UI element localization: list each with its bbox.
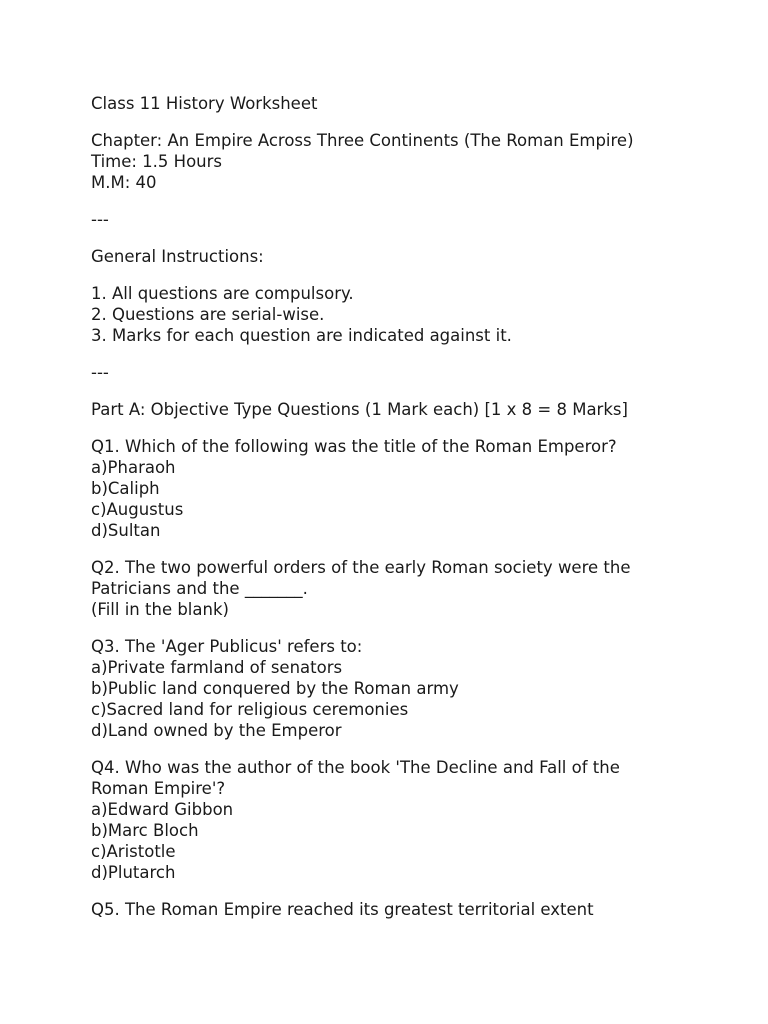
max-marks-line: M.M: 40: [91, 173, 157, 192]
question-option: c)Aristotle: [91, 842, 176, 861]
instructions-list: [91, 283, 751, 346]
question-text: (Fill in the blank): [91, 600, 229, 619]
question-q1: [91, 436, 751, 541]
question-text: Q5. The Roman Empire reached its greatest territorial extent: [91, 900, 594, 919]
worksheet-page: [91, 93, 751, 936]
question-option: d)Plutarch: [91, 863, 176, 882]
instruction-item: 1. All questions are compulsory.: [91, 284, 354, 303]
question-q4: [91, 757, 751, 883]
instruction-item: 3. Marks for each question are indicated against it.: [91, 326, 512, 345]
question-q3: [91, 636, 751, 741]
worksheet-title: Class 11 History Worksheet: [91, 94, 318, 113]
time-line: Time: 1.5 Hours: [91, 152, 223, 171]
separator-text: ---: [91, 210, 109, 229]
question-text: Roman Empire'?: [91, 779, 226, 798]
question-option: b)Public land conquered by the Roman army: [91, 679, 459, 698]
question-option: d)Land owned by the Emperor: [91, 721, 342, 740]
question-option: a)Edward Gibbon: [91, 800, 234, 819]
question-option: a)Pharaoh: [91, 458, 176, 477]
instruction-item: 2. Questions are serial-wise.: [91, 305, 325, 324]
question-text: Patricians and the _______.: [91, 579, 308, 598]
question-text: Q4. Who was the author of the book 'The Decline and Fall of the: [91, 758, 620, 777]
instructions-heading: General Instructions:: [91, 247, 264, 266]
separator-2: [91, 362, 751, 383]
question-option: c)Augustus: [91, 500, 184, 519]
question-text: Q1. Which of the following was the title of the Roman Emperor?: [91, 437, 617, 456]
worksheet-title-block: [91, 93, 751, 114]
question-text: Q3. The 'Ager Publicus' refers to:: [91, 637, 363, 656]
chapter-line: Chapter: An Empire Across Three Continents (The Roman Empire): [91, 131, 634, 150]
worksheet-meta: [91, 130, 751, 193]
part-a-heading-block: [91, 399, 751, 420]
question-option: b)Caliph: [91, 479, 160, 498]
question-option: a)Private farmland of senators: [91, 658, 343, 677]
question-q5: [91, 899, 751, 920]
part-a-heading: Part A: Objective Type Questions (1 Mark each) [1 x 8 = 8 Marks]: [91, 400, 628, 419]
question-option: c)Sacred land for religious ceremonies: [91, 700, 409, 719]
question-text: Q2. The two powerful orders of the early Roman society were the: [91, 558, 631, 577]
separator-1: [91, 209, 751, 230]
separator-text: ---: [91, 363, 109, 382]
instructions-heading-block: [91, 246, 751, 267]
question-option: d)Sultan: [91, 521, 161, 540]
question-option: b)Marc Bloch: [91, 821, 199, 840]
question-q2: [91, 557, 751, 620]
